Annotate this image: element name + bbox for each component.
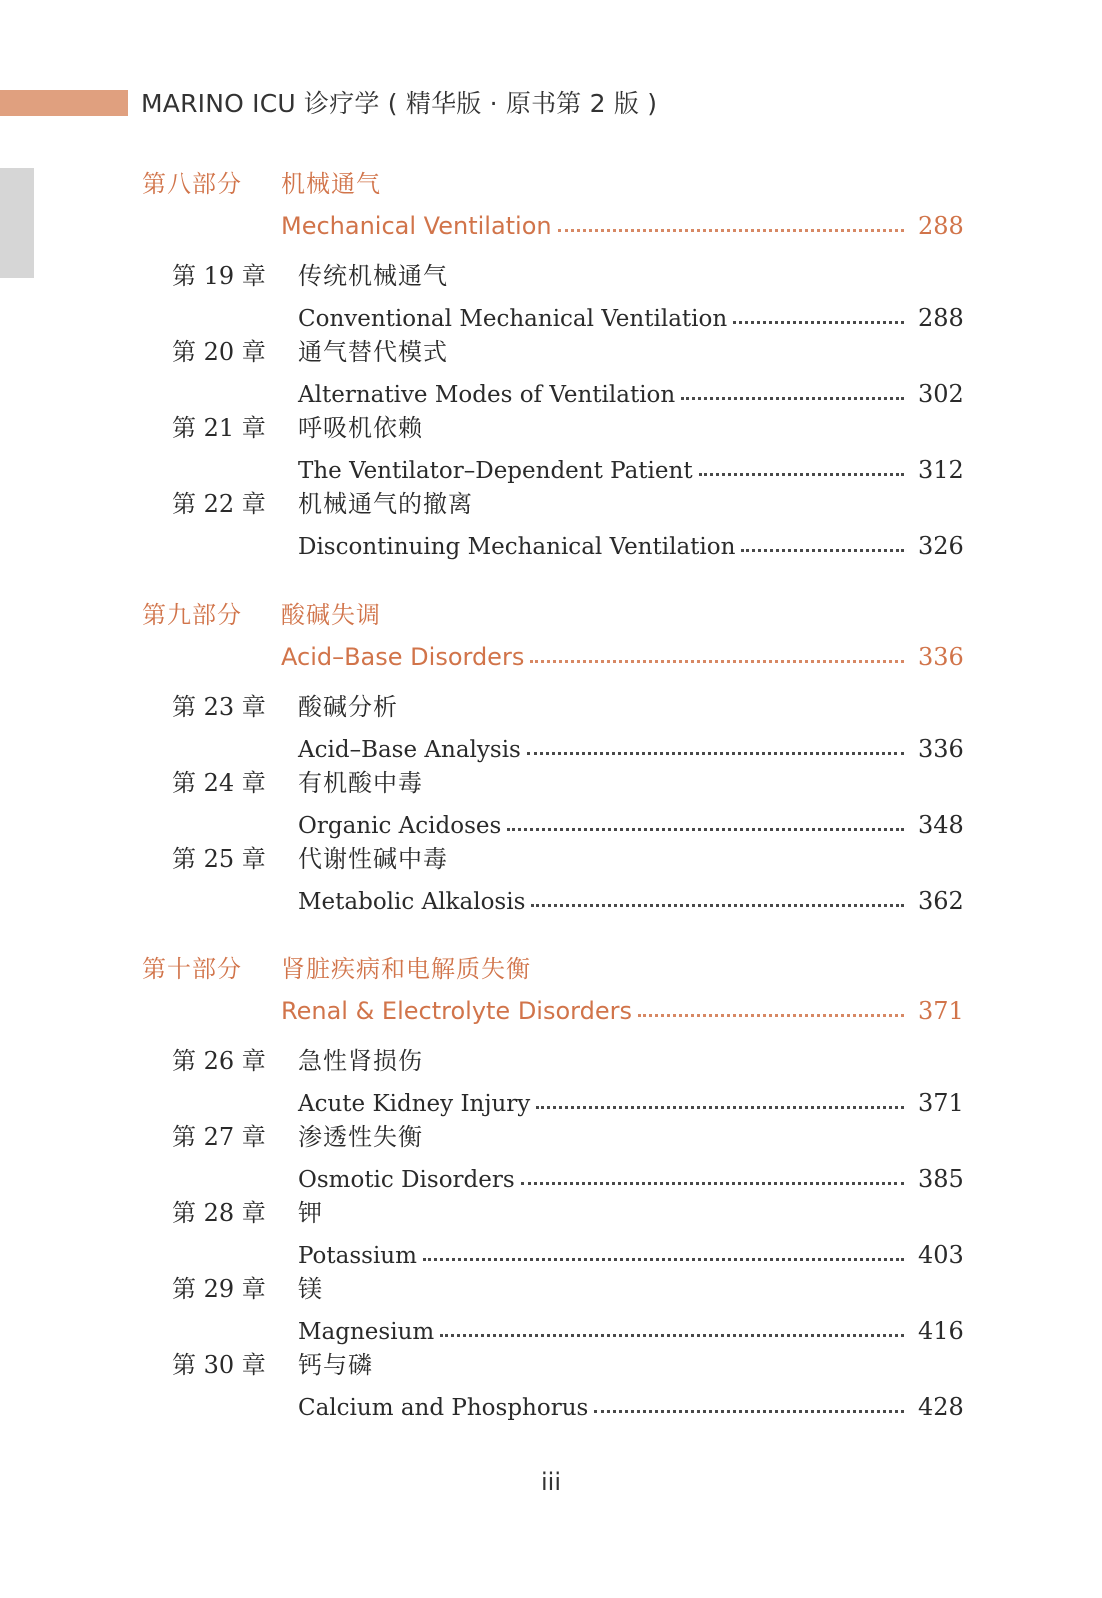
chapter-title-en: Potassium bbox=[298, 1243, 417, 1269]
chapter-title-en: Calcium and Phosphorus bbox=[298, 1395, 589, 1421]
page-ref: 362 bbox=[918, 887, 964, 915]
chapter-number: 第 21 章 bbox=[172, 414, 266, 442]
chapter-number: 第 28 章 bbox=[172, 1199, 266, 1227]
chapter-title-cn: 机械通气的撤离 bbox=[298, 490, 473, 518]
page-ref: 336 bbox=[918, 643, 964, 671]
side-thumb-tab bbox=[0, 168, 34, 278]
chapter-number: 第 30 章 bbox=[172, 1351, 266, 1379]
page-ref: 302 bbox=[918, 380, 964, 408]
chapter-title-cn: 酸碱分析 bbox=[298, 693, 398, 721]
chapter-title-en: Acute Kidney Injury bbox=[298, 1091, 531, 1117]
page-ref: 348 bbox=[918, 811, 964, 839]
toc-chapter-entry[interactable] bbox=[298, 1309, 962, 1345]
chapter-title-cn: 呼吸机依赖 bbox=[298, 414, 423, 442]
chapter-title-cn: 通气替代模式 bbox=[298, 338, 448, 366]
chapter-title-cn: 渗透性失衡 bbox=[298, 1123, 423, 1151]
toc-chapter-entry[interactable] bbox=[298, 803, 962, 839]
chapter-title-cn: 急性肾损伤 bbox=[298, 1047, 423, 1075]
chapter-title-en: Acid–Base Analysis bbox=[298, 737, 521, 763]
toc-chapter-entry[interactable] bbox=[298, 1157, 962, 1193]
part-label: 第八部分 bbox=[142, 170, 242, 198]
dot-leader bbox=[527, 752, 904, 755]
page-ref: 326 bbox=[918, 532, 964, 560]
page-ref: 336 bbox=[918, 735, 964, 763]
dot-leader bbox=[558, 229, 904, 232]
chapter-number: 第 24 章 bbox=[172, 769, 266, 797]
toc-chapter-entry[interactable] bbox=[298, 1081, 962, 1117]
part-title-cn: 机械通气 bbox=[281, 170, 381, 198]
running-header-title: MARINO ICU 诊疗学 ( 精华版 · 原书第 2 版 ) bbox=[141, 89, 658, 118]
page-number: iii bbox=[540, 1468, 561, 1496]
toc-part-entry[interactable] bbox=[281, 635, 962, 671]
part-title-en: Renal & Electrolyte Disorders bbox=[281, 997, 632, 1025]
chapter-number: 第 23 章 bbox=[172, 693, 266, 721]
chapter-number: 第 22 章 bbox=[172, 490, 266, 518]
chapter-title-cn: 钾 bbox=[298, 1199, 323, 1227]
chapter-number: 第 26 章 bbox=[172, 1047, 266, 1075]
chapter-title-en: Alternative Modes of Ventilation bbox=[298, 382, 676, 408]
dot-leader bbox=[530, 660, 904, 663]
page-ref: 371 bbox=[918, 997, 964, 1025]
dot-leader bbox=[733, 321, 904, 324]
dot-leader bbox=[521, 1182, 904, 1185]
toc-chapter-entry[interactable] bbox=[298, 372, 962, 408]
page-ref: 416 bbox=[918, 1317, 964, 1345]
chapter-number: 第 25 章 bbox=[172, 845, 266, 873]
part-label: 第十部分 bbox=[142, 955, 242, 983]
page-ref: 403 bbox=[918, 1241, 964, 1269]
chapter-title-en: Osmotic Disorders bbox=[298, 1167, 515, 1193]
chapter-title-cn: 镁 bbox=[298, 1275, 323, 1303]
page-ref: 312 bbox=[918, 456, 964, 484]
dot-leader bbox=[440, 1334, 904, 1337]
dot-leader bbox=[638, 1014, 904, 1017]
page-ref: 371 bbox=[918, 1089, 964, 1117]
dot-leader bbox=[681, 397, 904, 400]
chapter-title-en: Magnesium bbox=[298, 1319, 435, 1345]
part-title-en: Acid–Base Disorders bbox=[281, 643, 525, 671]
toc-part-entry[interactable] bbox=[281, 989, 962, 1025]
chapter-title-cn: 代谢性碱中毒 bbox=[298, 845, 448, 873]
toc-chapter-entry[interactable] bbox=[298, 1233, 962, 1269]
page-ref: 288 bbox=[918, 304, 964, 332]
toc-chapter-entry[interactable] bbox=[298, 448, 962, 484]
part-label: 第九部分 bbox=[142, 601, 242, 629]
dot-leader bbox=[699, 473, 904, 476]
toc-chapter-entry[interactable] bbox=[298, 296, 962, 332]
dot-leader bbox=[531, 904, 904, 907]
chapter-number: 第 27 章 bbox=[172, 1123, 266, 1151]
chapter-number: 第 19 章 bbox=[172, 262, 266, 290]
chapter-title-en: Metabolic Alkalosis bbox=[298, 889, 526, 915]
chapter-title-en: Discontinuing Mechanical Ventilation bbox=[298, 534, 736, 560]
chapter-number: 第 29 章 bbox=[172, 1275, 266, 1303]
toc-part-entry[interactable] bbox=[281, 204, 962, 240]
chapter-title-cn: 钙与磷 bbox=[298, 1351, 373, 1379]
toc-chapter-entry[interactable] bbox=[298, 879, 962, 915]
page-ref: 288 bbox=[918, 212, 964, 240]
toc-chapter-entry[interactable] bbox=[298, 1385, 962, 1421]
page-ref: 385 bbox=[918, 1165, 964, 1193]
chapter-title-cn: 有机酸中毒 bbox=[298, 769, 423, 797]
header-accent-bar bbox=[0, 90, 128, 116]
dot-leader bbox=[536, 1106, 904, 1109]
dot-leader bbox=[507, 828, 904, 831]
part-title-cn: 酸碱失调 bbox=[281, 601, 381, 629]
page-ref: 428 bbox=[918, 1393, 964, 1421]
chapter-title-en: The Ventilator–Dependent Patient bbox=[298, 458, 693, 484]
chapter-title-en: Conventional Mechanical Ventilation bbox=[298, 306, 728, 332]
toc-chapter-entry[interactable] bbox=[298, 524, 962, 560]
dot-leader bbox=[423, 1258, 904, 1261]
chapter-title-cn: 传统机械通气 bbox=[298, 262, 448, 290]
dot-leader bbox=[741, 549, 904, 552]
dot-leader bbox=[594, 1410, 904, 1413]
chapter-title-en: Organic Acidoses bbox=[298, 813, 502, 839]
chapter-number: 第 20 章 bbox=[172, 338, 266, 366]
part-title-en: Mechanical Ventilation bbox=[281, 212, 552, 240]
part-title-cn: 肾脏疾病和电解质失衡 bbox=[281, 955, 531, 983]
toc-chapter-entry[interactable] bbox=[298, 727, 962, 763]
